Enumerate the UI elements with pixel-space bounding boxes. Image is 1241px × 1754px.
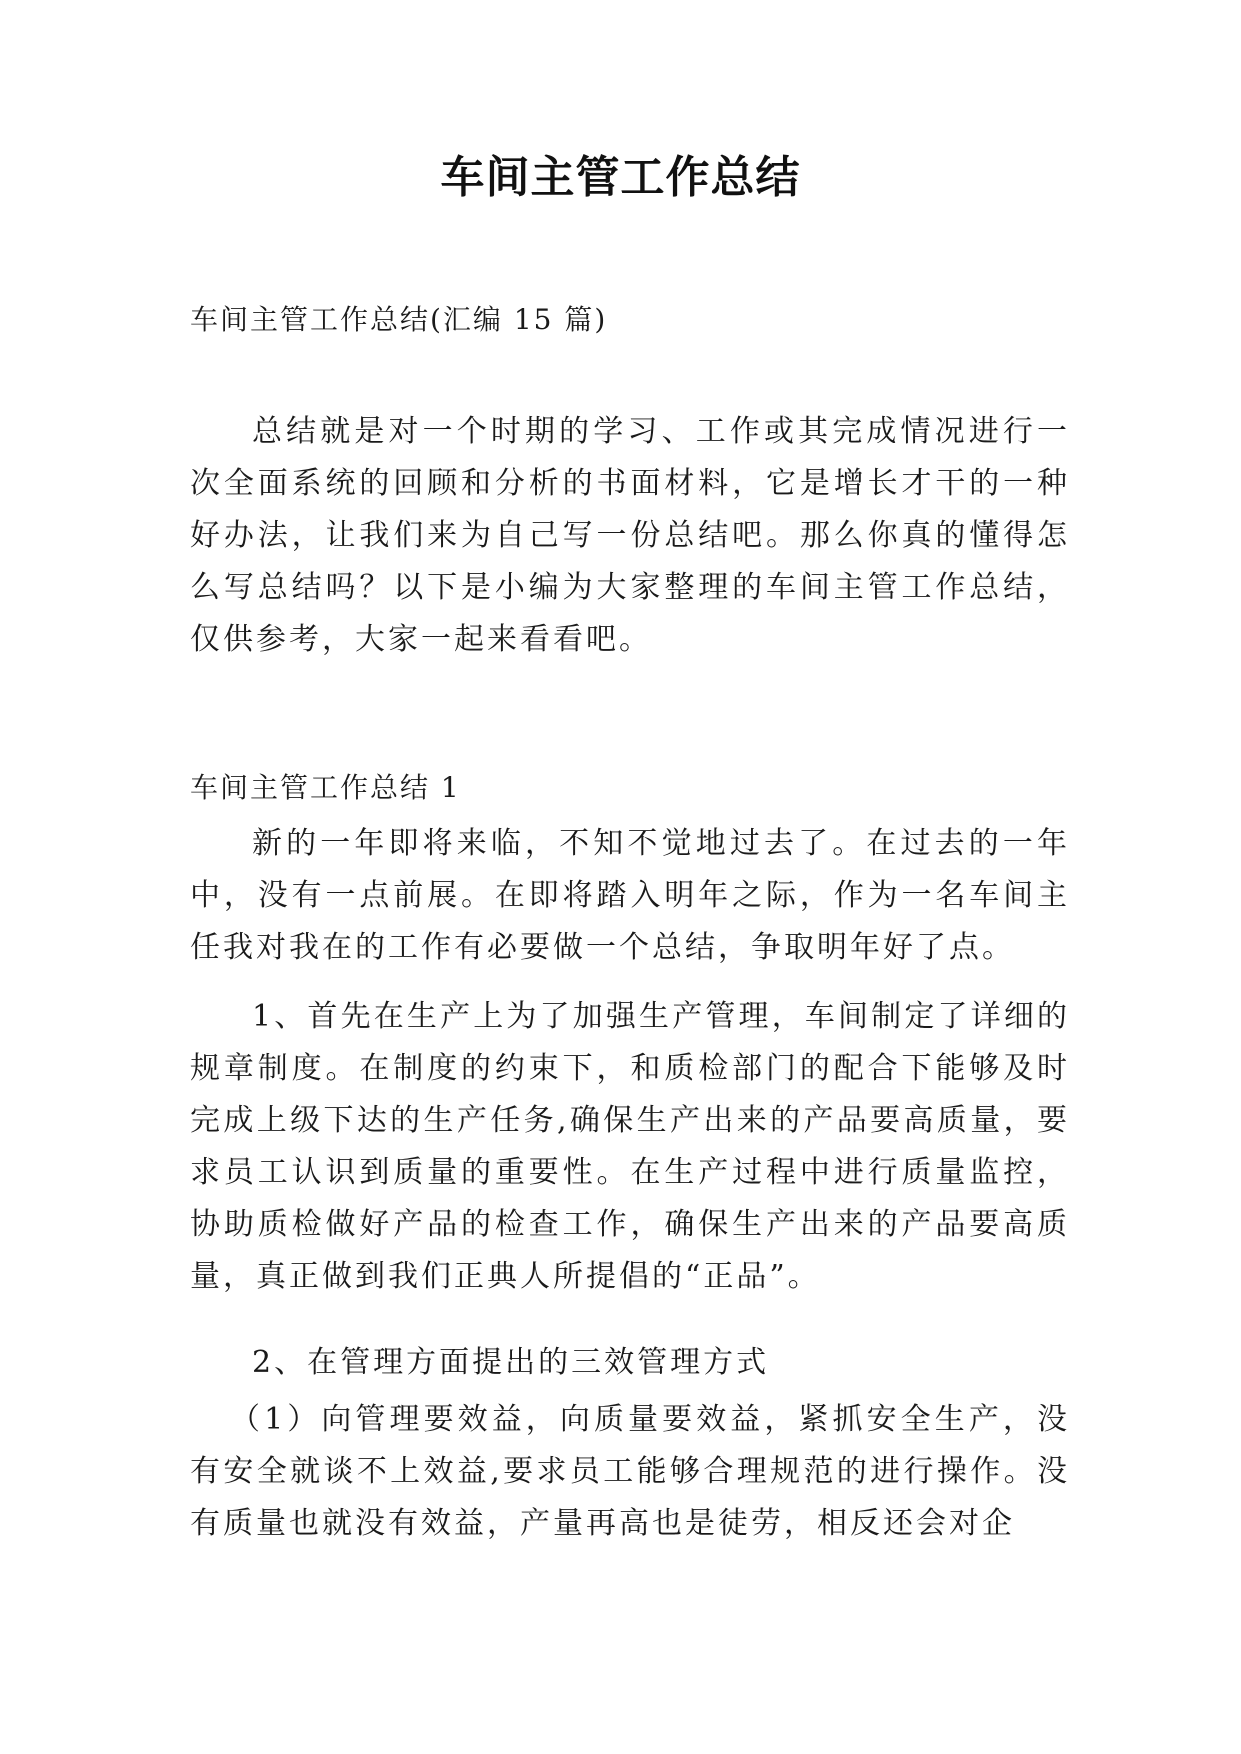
document-title: 车间主管工作总结 — [440, 152, 801, 203]
body-paragraph: 新的一年即将来临，不知不觉地过去了。在过去的一年中，没有一点前展。在即将踏入明年之际，作为一名车间主任我对我在的工作有必要做一个总结，争取明年好了点。 — [190, 826, 1070, 965]
body-paragraph: （1）向管理要效益，向质量要效益，紧抓安全生产，没有安全就谈不上效益,要求员工能够合理规范的进行操作。没有质量也就没有效益，产量再高也是徒劳，相反还会对企 — [190, 1402, 1070, 1541]
document-subtitle: 车间主管工作总结(汇编 15 篇) — [190, 303, 608, 336]
intro-paragraph: 总结就是对一个时期的学习、工作或其完成情况进行一次全面系统的回顾和分析的书面材料，它是增长才干的一种好办法，让我们来为自己写一份总结吧。那么你真的懂得怎么写总结吗？以下是小编为大家整理的车间主管工作总结，仅供参考，大家一起来看看吧。 — [190, 414, 1070, 657]
body-paragraph: 2、在管理方面提出的三效管理方式 — [252, 1345, 770, 1380]
body-paragraph: 1、首先在生产上为了加强生产管理，车间制定了详细的规章制度。在制度的约束下，和质检部门的配合下能够及时完成上级下达的生产任务,确保生产出来的产品要高质量，要求员工认识到质量的重要性。在生产过程中进行质量监控，协助质检做好产品的检查工作，确保生产出来的产品要高质量，真正做到我们正典人所提倡的“正品”。 — [190, 999, 1070, 1294]
section-heading: 车间主管工作总结 1 — [190, 771, 461, 804]
